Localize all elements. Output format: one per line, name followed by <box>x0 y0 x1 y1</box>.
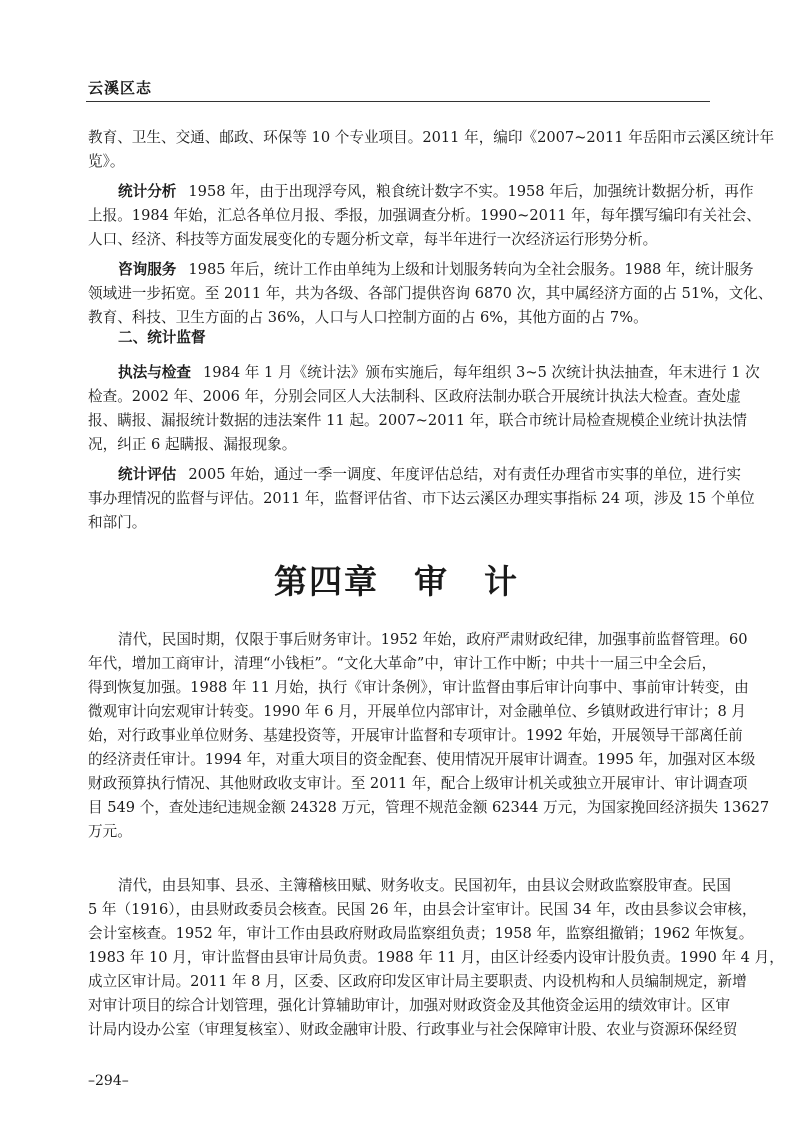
page-number: –294– <box>88 1073 129 1089</box>
line-text: 检查。2002 年、2006 年，分别会同区人大法制科、区政府法制办联合开展统计执法大检查。查处虚 <box>88 388 741 405</box>
line-text: 和部门。 <box>88 514 147 531</box>
line-text: 5 年（1916），由县财政委员会核查。民国 26 年，由县会计室审计。民国 34 年，改由县参议会审核， <box>88 901 757 918</box>
line-text: 1958 年，由于出现浮夸风，粮食统计数字不实。1958 年后，加强统计数据分析，再作 <box>188 183 754 200</box>
line-text: 年代，增加工商审计，清理“小钱柜”。“文化大革命”中，审计工作中断；中共十一届三中全会后， <box>88 655 717 672</box>
text-line <box>88 228 708 252</box>
paragraph <box>88 126 775 174</box>
text-line <box>88 385 741 409</box>
paragraph-lead-term: 执法与检查 <box>118 364 191 381</box>
line-text: 的经济责任审计。1994 年，对重大项目的资金配套、使用情况开展审计调查。1995 年，加强对区本级 <box>88 751 756 768</box>
text-line <box>88 772 748 796</box>
line-text: 报、瞒报、漏报统计数据的违法案件 11 起。2007~2011 年，联合市统计局检查规模企业统计执法情 <box>88 412 747 429</box>
line-text: 对审计项目的综合计划管理，强化计算辅助审计，加强对财政资金及其他资金运用的绩效审计。区审 <box>88 997 731 1014</box>
line-text: 1985 年后，统计工作由单纯为上级和计划服务转向为全社会服务。1988 年，统计服务 <box>188 261 754 278</box>
paragraph <box>88 258 773 330</box>
paragraph <box>88 361 760 457</box>
line-text: 领域进一步拓宽。至 2011 年，共为各级、各部门提供咨询 6870 次，其中属经济方面的占 51%，文化、 <box>88 285 773 302</box>
text-line <box>88 511 708 535</box>
line-text: 得到恢复加强。1988 年 11 月始，执行《审计条例》，审计监督由事后审计向事中、事前审计转变，由 <box>88 679 749 696</box>
paragraph <box>88 874 784 1042</box>
line-text: 事办理情况的监督与评估。2011 年，监督评估省、市下达云溪区办理实事指标 24 项，涉及 15 个单位 <box>88 490 755 507</box>
paragraph-lead-term: 咨询服务 <box>118 261 177 278</box>
text-line <box>88 1018 738 1042</box>
text-line <box>88 970 747 994</box>
text-line <box>88 676 749 700</box>
section-heading: 二、统计监督 <box>118 329 206 346</box>
text-line <box>88 487 755 511</box>
running-header-title: 云溪区志 <box>88 79 153 97</box>
header-rule <box>86 101 710 102</box>
text-line <box>88 361 760 385</box>
line-text: 会计室核查。1952 年，审计工作由县政府财政局监察组负责；1958 年，监察组撤销；1962 年恢复。 <box>88 925 754 942</box>
text-line <box>88 748 756 772</box>
text-line <box>88 180 754 204</box>
paragraph-lead-term: 统计评估 <box>118 466 177 483</box>
text-line <box>88 700 747 724</box>
line-text: 清代，民国时期，仅限于事后财务审计。1952 年始，政府严肃财政纪律，加强事前监督管理。60 <box>118 631 748 648</box>
line-text: 清代，由县知事、县丞、主簿稽核田赋、财务收支。民国初年，由县议会财政监察股审查。民国 <box>118 877 731 894</box>
text-line <box>88 126 775 150</box>
line-text: 上报。1984 年始，汇总各单位月报、季报，加强调查分析。1990~2011 年，每年撰写编印有关社会、 <box>88 207 761 224</box>
text-line <box>88 433 708 457</box>
text-line <box>88 204 761 228</box>
line-text: 教育、卫生、交通、邮政、环保等 10 个专业项目。2011 年，编印《2007~2011 年岳阳市云溪区统计年 <box>88 129 775 146</box>
line-text: 1984 年 1 月《统计法》颁布实施后，每年组织 3~5 次统计执法抽查，年末进行 1 次 <box>202 364 760 381</box>
chapter-title: 第四章 审 计 <box>274 562 519 601</box>
line-text: 始，对行政事业单位财务、基建投资等，开展审计监督和专项审计。1992 年始，开展领导干部离任前 <box>88 727 743 744</box>
line-text: 成立区审计局。2011 年 8 月，区委、区政府印发区审计局主要职责、内设机构和人员编制规定，新增 <box>88 973 747 990</box>
text-line <box>88 150 708 174</box>
text-line <box>88 258 754 282</box>
line-text: 2005 年始，通过一季一调度、年度评估总结，对有责任办理省市实事的单位，进行实 <box>188 466 741 483</box>
text-line <box>88 874 731 898</box>
paragraph <box>88 463 755 535</box>
line-text: 财政预算执行情况、其他财政收支审计。至 2011 年，配合上级审计机关或独立开展审计、审计调查项 <box>88 775 748 792</box>
text-line <box>88 922 754 946</box>
line-text: 目 549 个，查处违纪违规金额 24328 万元，管理不规范金额 62344 万元，为国家挽回经济损失 13627 <box>88 799 770 816</box>
text-line <box>88 409 747 433</box>
line-text: 计局内设办公室（审理复核室）、财政金融审计股、行政事业与社会保障审计股、农业与资源环保经贸 <box>88 1021 738 1038</box>
text-line <box>88 820 708 844</box>
text-line <box>88 652 717 676</box>
paragraph-lead-term: 统计分析 <box>118 183 177 200</box>
line-text: 览》。 <box>88 153 125 170</box>
line-text: 人口、经济、科技等方面发展变化的专题分析文章，每半年进行一次经济运行形势分析。 <box>88 231 658 248</box>
line-text: 教育、科技、卫生方面的占 36%，人口与人口控制方面的占 6%，其他方面的占 7%。 <box>88 309 648 326</box>
text-line <box>88 994 731 1018</box>
text-line <box>88 796 770 820</box>
text-line <box>88 628 748 652</box>
text-line <box>88 898 757 922</box>
text-line <box>88 282 773 306</box>
line-text: 微观审计向宏观审计转变。1990 年 6 月，开展单位内部审计，对金融单位、乡镇财政进行审计；8 月 <box>88 703 747 720</box>
text-line <box>88 946 784 970</box>
line-text: 况，纠正 6 起瞒报、漏报现象。 <box>88 436 297 453</box>
text-line <box>88 306 708 330</box>
line-text: 万元。 <box>88 823 132 840</box>
paragraph <box>88 180 761 252</box>
text-line <box>88 463 741 487</box>
line-text: 1983 年 10 月，审计监督由县审计局负责。1988 年 11 月，由区计经委内设审计股负责。1990 年 4 月， <box>88 949 784 966</box>
paragraph <box>88 628 770 844</box>
text-line <box>88 724 743 748</box>
